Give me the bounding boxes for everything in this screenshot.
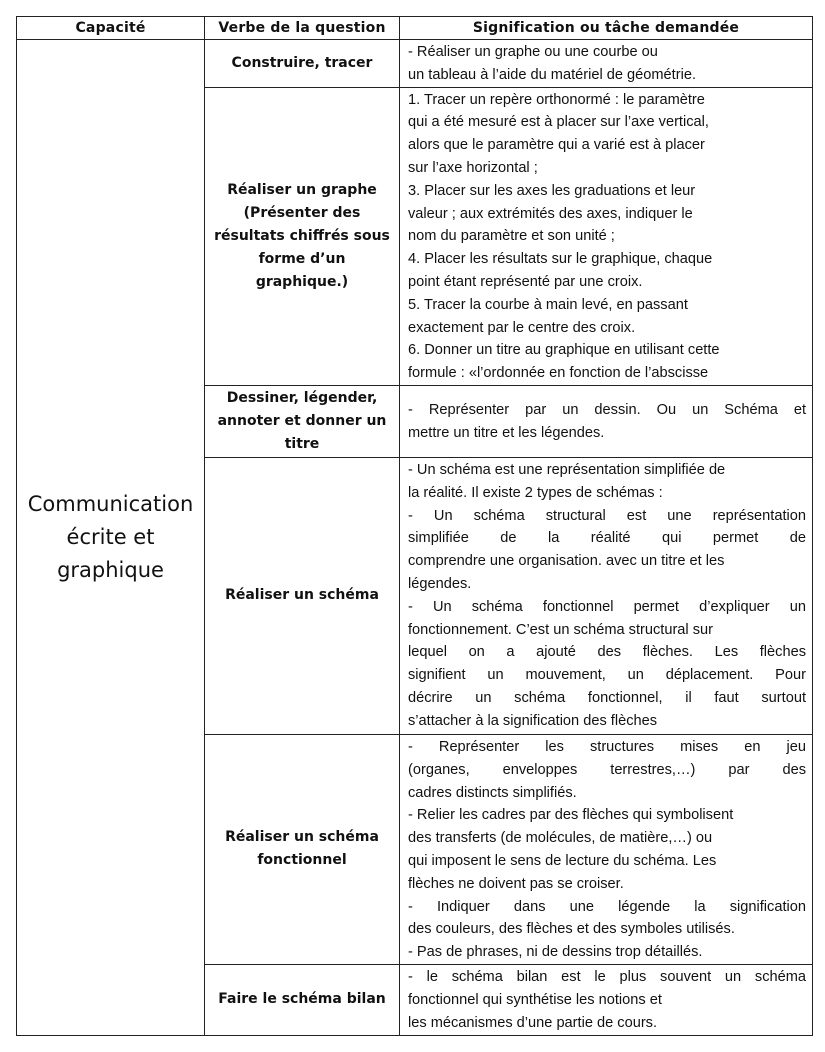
signification-cell <box>400 457 813 734</box>
text-line: - Un schéma structural est une représentation <box>408 507 806 524</box>
header-signification: Signification ou tâche demandée <box>400 17 813 40</box>
text-line: - Pas de phrases, ni de dessins trop détaillés. <box>408 944 703 961</box>
text-line: signifient un mouvement, un déplacement. Pour <box>408 667 806 684</box>
verb-cell: Réaliser un schéma fonctionnel <box>205 734 400 964</box>
table-row <box>17 40 813 88</box>
text-line: qui imposent le sens de lecture du schéma. Les <box>408 852 717 869</box>
signification-cell <box>400 40 813 88</box>
text-line: 5. Tracer la courbe à main levé, en passant <box>408 296 688 313</box>
text-line: 3. Placer sur les axes les graduations et leur <box>408 182 696 199</box>
verb-cell: Dessiner, légender, annoter et donner un titre <box>205 385 400 457</box>
text-line: - Un schéma fonctionnel permet d’expliquer un <box>408 598 806 615</box>
text-line: fonctionnel qui synthétise les notions et <box>408 991 662 1008</box>
text-line: point étant représenté par une croix. <box>408 273 643 290</box>
text-line: exactement par le centre des croix. <box>408 319 636 336</box>
text-line: - Indiquer dans une légende la signification <box>408 898 806 915</box>
text-line: simplifiée de la réalité qui permet de <box>408 530 806 547</box>
text-line: fonctionnement. C’est un schéma structural sur <box>408 621 713 638</box>
text-line: (organes, enveloppes terrestres,…) par des <box>408 761 806 778</box>
text-line: décrire un schéma fonctionnel, il faut surtout <box>408 689 806 706</box>
verb-cell: Réaliser un schéma <box>205 457 400 734</box>
header-capacite: Capacité <box>17 17 205 40</box>
header-verbe: Verbe de la question <box>205 17 400 40</box>
text-line: lequel on a ajouté des flèches. Les flèches <box>408 644 806 661</box>
text-line: flèches ne doivent pas se croiser. <box>408 875 624 892</box>
text-line: s’attacher à la signification des flèches <box>408 712 658 729</box>
text-line: alors que le paramètre qui a varié est à placer <box>408 137 705 154</box>
text-line: - Représenter les structures mises en jeu <box>408 738 806 755</box>
text-line: un tableau à l’aide du matériel de géométrie. <box>408 66 697 83</box>
text-line: des transferts (de molécules, de matière,…) ou <box>408 830 713 847</box>
text-line: - le schéma bilan est le plus souvent un schéma <box>408 968 806 985</box>
capacite-cell: Communication écrite et graphique <box>17 40 205 1036</box>
text-line: comprendre une organisation. avec un titre et les <box>408 553 725 570</box>
text-line: - Représenter par un dessin. Ou un Schéma et <box>408 402 806 419</box>
text-line: - Un schéma est une représentation simplifiée de <box>408 461 726 478</box>
signification-cell <box>400 385 813 457</box>
text-line: la réalité. Il existe 2 types de schémas : <box>408 484 663 501</box>
text-line: sur l’axe horizontal ; <box>408 159 538 176</box>
signification-cell <box>400 964 813 1035</box>
text-line: légendes. <box>408 575 472 592</box>
text-line: cadres distincts simplifiés. <box>408 784 577 801</box>
text-line: 6. Donner un titre au graphique en utilisant cette <box>408 342 720 359</box>
signification-cell <box>400 734 813 964</box>
text-line: qui a été mesuré est à placer sur l’axe vertical, <box>408 114 709 131</box>
document-page <box>16 16 812 1032</box>
text-line: 4. Placer les résultats sur le graphique, chaque <box>408 251 713 268</box>
text-line: - Réaliser un graphe ou une courbe ou <box>408 44 658 60</box>
verb-cell: Construire, tracer <box>205 40 400 88</box>
signification-cell <box>400 87 813 385</box>
text-line: mettre un titre et les légendes. <box>408 424 605 441</box>
text-line: nom du paramètre et son unité ; <box>408 228 615 245</box>
text-line: valeur ; aux extrémités des axes, indiquer le <box>408 205 693 222</box>
text-line: les mécanismes d’une partie de cours. <box>408 1014 658 1031</box>
text-line: 1. Tracer un repère orthonormé : le paramètre <box>408 91 705 108</box>
text-line: formule : «l’ordonnée en fonction de l’abscisse <box>408 365 709 382</box>
verb-cell: Faire le schéma bilan <box>205 964 400 1035</box>
text-line: - Relier les cadres par des flèches qui symbolisent <box>408 807 734 824</box>
capacity-table <box>16 16 813 1036</box>
header-row <box>17 17 813 40</box>
text-line: des couleurs, des flèches et des symboles utilisés. <box>408 921 735 938</box>
verb-cell: Réaliser un graphe (Présenter des résultats chiffrés sous forme d’un graphique.) <box>205 87 400 385</box>
